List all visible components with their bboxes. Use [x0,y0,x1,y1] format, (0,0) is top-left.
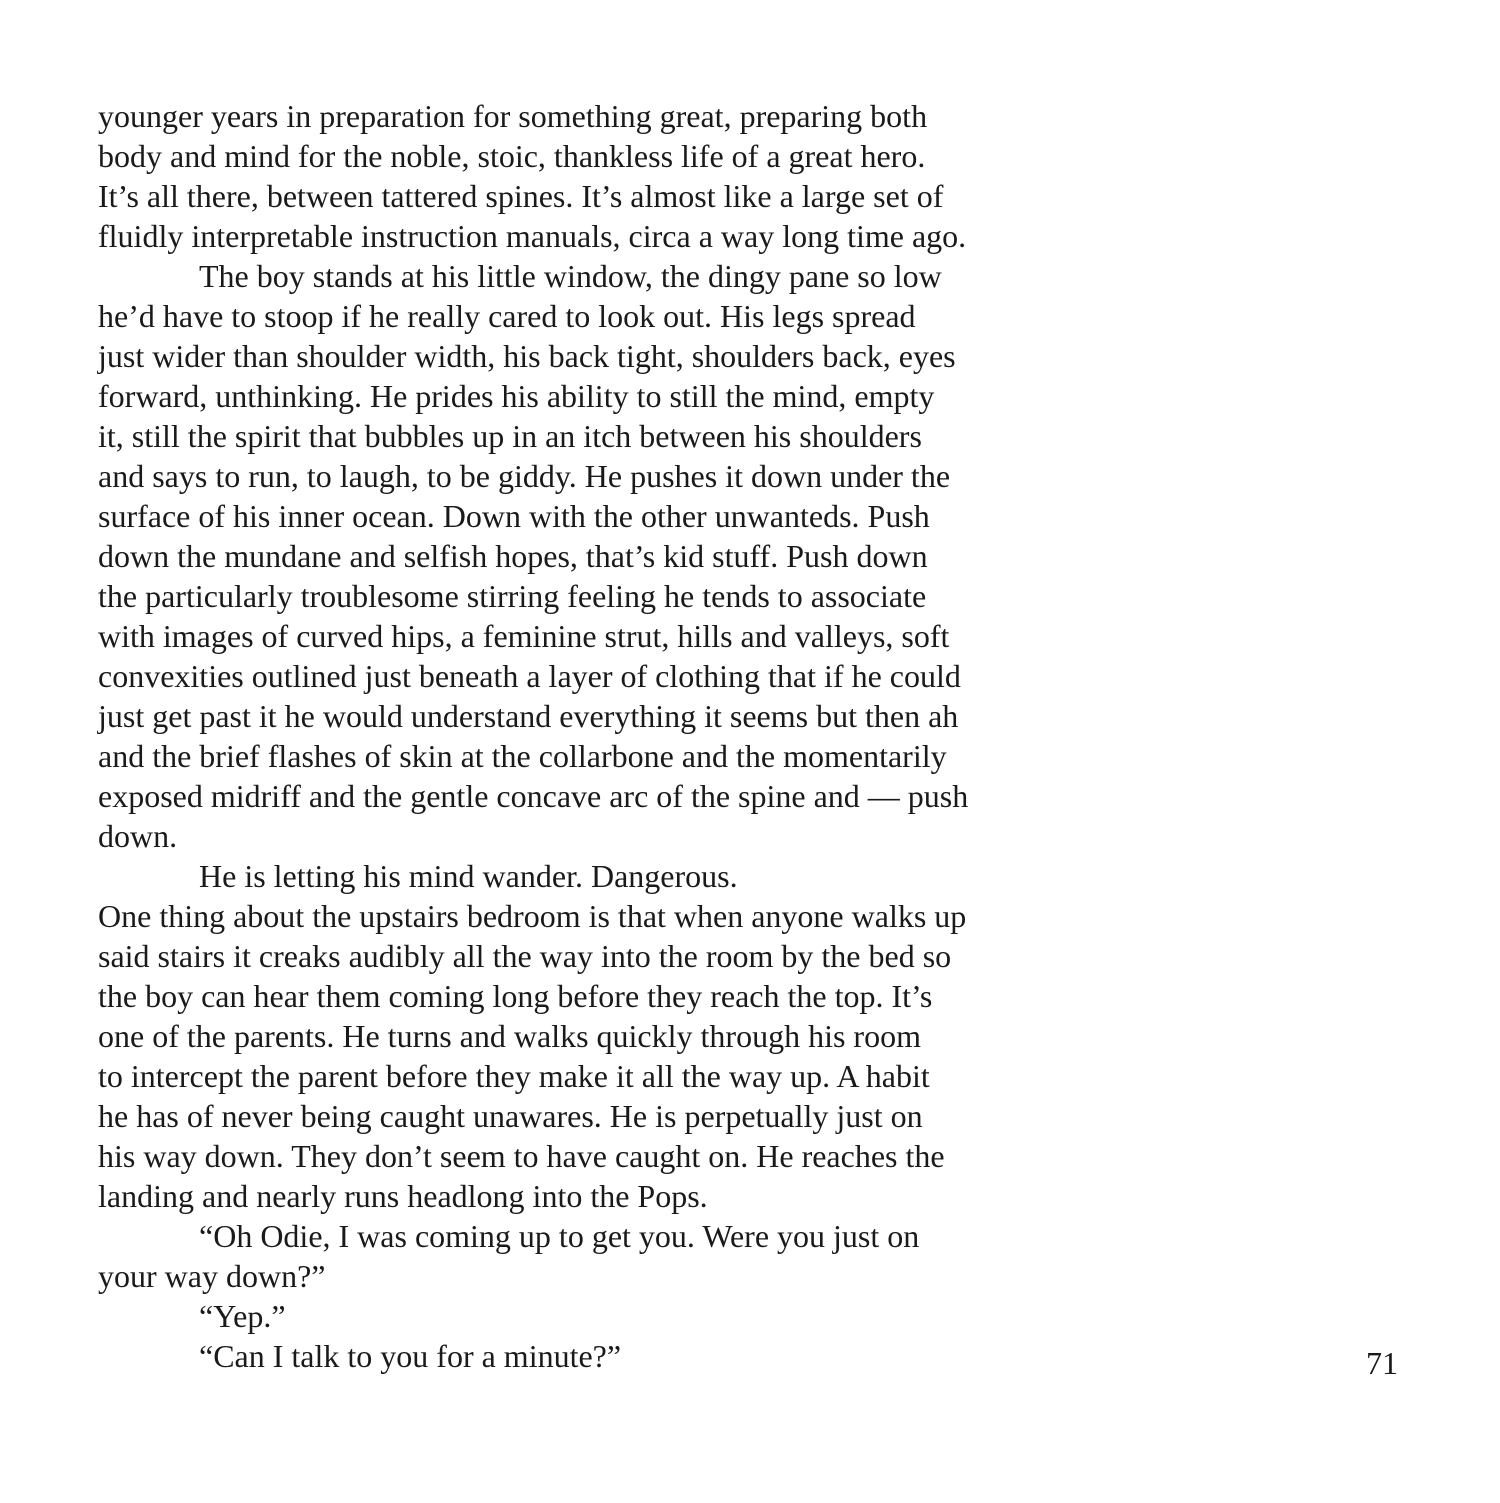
text-line: fluidly interpretable instruction manuals, circa a way long time ago. [98,218,967,254]
text-line: It’s all there, between tattered spines. It’s almost like a large set of [98,178,944,214]
text-line: “Can I talk to you for a minute?” [199,1338,622,1374]
text-line: The boy stands at his little window, the dingy pane so low [199,258,942,294]
text-line: forward, unthinking. He prides his ability to still the mind, empty [98,378,935,414]
text-line: to intercept the parent before they make it all the way up. A habit [98,1058,930,1094]
text-line: “Yep.” [199,1298,286,1334]
text-line: younger years in preparation for something great, preparing both [98,98,928,134]
text-line: one of the parents. He turns and walks quickly through his room [98,1018,921,1054]
text-line: body and mind for the noble, stoic, thankless life of a great hero. [98,138,926,174]
text-line: he has of never being caught unawares. He is perpetually just on [98,1098,923,1134]
text-line: and the brief flashes of skin at the collarbone and the momentarily [98,738,947,774]
text-line: One thing about the upstairs bedroom is that when anyone walks up [98,898,967,934]
text-line: just get past it he would understand everything it seems but then ah [98,698,959,734]
text-line: He is letting his mind wander. Dangerous. [199,858,738,894]
text-line: he’d have to stoop if he really cared to look out. His legs spread [98,298,916,334]
text-line: and says to run, to laugh, to be giddy. He pushes it down under the [98,458,951,494]
text-line: his way down. They don’t seem to have caught on. He reaches the [98,1138,945,1174]
text-line: landing and nearly runs headlong into the Pops. [98,1178,708,1214]
text-line: “Oh Odie, I was coming up to get you. Were you just on [199,1218,920,1254]
text-line: your way down?” [98,1258,326,1294]
text-line: the particularly troublesome stirring feeling he tends to associate [98,578,927,614]
text-line: said stairs it creaks audibly all the way into the room by the bed so [98,938,952,974]
text-line: surface of his inner ocean. Down with the other unwanteds. Push [98,498,930,534]
text-line: down the mundane and selfish hopes, that’s kid stuff. Push down [98,538,928,574]
text-line: it, still the spirit that bubbles up in an itch between his shoulders [98,418,922,454]
page-number: 71 [1366,1345,1398,1381]
body-text [98,96,1058,1376]
text-line: down. [98,818,178,854]
text-line: convexities outlined just beneath a layer of clothing that if he could [98,658,961,694]
text-line: exposed midriff and the gentle concave arc of the spine and — push [98,778,969,814]
text-line: the boy can hear them coming long before they reach the top. It’s [98,978,933,1014]
text-line: with images of curved hips, a feminine strut, hills and valleys, soft [98,618,950,654]
text-line: just wider than shoulder width, his back tight, shoulders back, eyes [98,338,956,374]
